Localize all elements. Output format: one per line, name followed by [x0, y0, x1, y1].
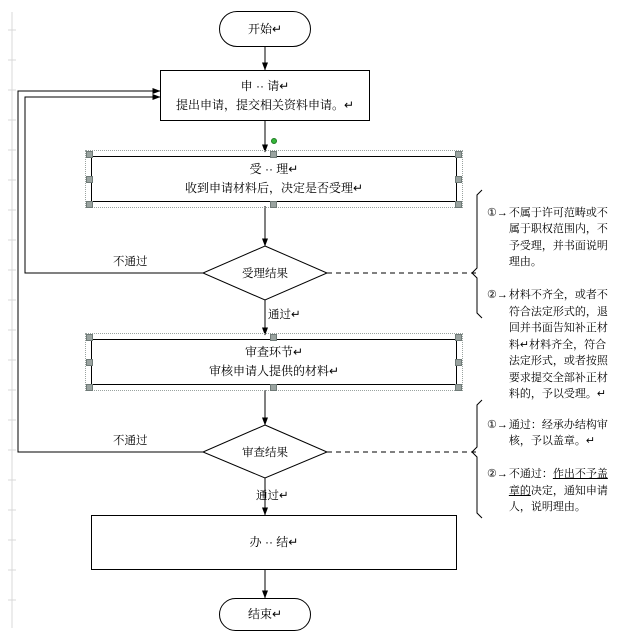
- node-review-title: 审查环节↵: [244, 345, 304, 360]
- edge-label-accept-fail: 不通过: [113, 256, 148, 268]
- node-review-desc: 审核申请人提供的材料↵: [208, 364, 340, 378]
- node-review-decision[interactable]: [203, 425, 327, 478]
- note-review-result: [487, 400, 615, 532]
- node-apply[interactable]: [160, 70, 370, 121]
- note-marker: ①→: [487, 418, 508, 431]
- node-accept-decision-label: 受理结果: [242, 268, 288, 280]
- node-end-label: 结束↵: [247, 607, 283, 622]
- node-review-decision-label: 审查结果: [242, 446, 288, 459]
- note-text-fragment: 决定，通知申请人，说明理由。: [508, 484, 608, 513]
- note-item: [487, 287, 615, 403]
- note-accept-result: [487, 188, 615, 419]
- note-text: 通过：经承办结构审核，予以盖章。↵: [508, 418, 608, 447]
- node-accept-desc: 收到申请材料后，决定是否受理↵: [184, 181, 364, 195]
- edge-label-review-fail: 不通过: [113, 435, 148, 447]
- note-text: 材料不齐全，或者不符合法定形式的，退回并书面告知补正材料↵材料齐全，符合法定形式，或者按照要求提交全部补正材料的，予以受理。↵: [508, 289, 608, 400]
- node-start[interactable]: [219, 11, 311, 47]
- node-finish-task[interactable]: [91, 515, 457, 570]
- node-accept-decision[interactable]: [203, 246, 327, 300]
- node-review[interactable]: [91, 339, 457, 385]
- note-marker: ②→: [487, 468, 508, 480]
- note-text-fragment: 作出不予盖章的: [508, 468, 608, 497]
- node-accept[interactable]: [91, 156, 457, 202]
- node-apply-title: 申 ·· 请↵: [240, 78, 290, 93]
- node-start-label: 开始↵: [247, 21, 283, 36]
- node-end[interactable]: [219, 598, 311, 631]
- note-text: [509, 466, 615, 516]
- note-item: [487, 466, 615, 516]
- edge-label-accept-pass: 通过↵: [268, 309, 301, 321]
- note-item: [487, 205, 615, 271]
- note-item: [487, 417, 615, 450]
- note-text-fragment: 不通过：: [508, 468, 553, 480]
- node-finish-task-label: 办 ·· 结↵: [249, 535, 299, 550]
- node-accept-title: 受 ·· 理↵: [249, 162, 299, 177]
- note-text: 不属于许可范畴或不属于职权范围内，不予受理，并书面说明理由。: [508, 206, 608, 268]
- note-marker: ①→: [487, 206, 508, 219]
- note-marker: ②→: [487, 289, 508, 301]
- edge-label-review-pass: 通过↵: [256, 490, 289, 502]
- node-apply-desc: 提出申请，提交相关资料申请。↵: [175, 97, 355, 112]
